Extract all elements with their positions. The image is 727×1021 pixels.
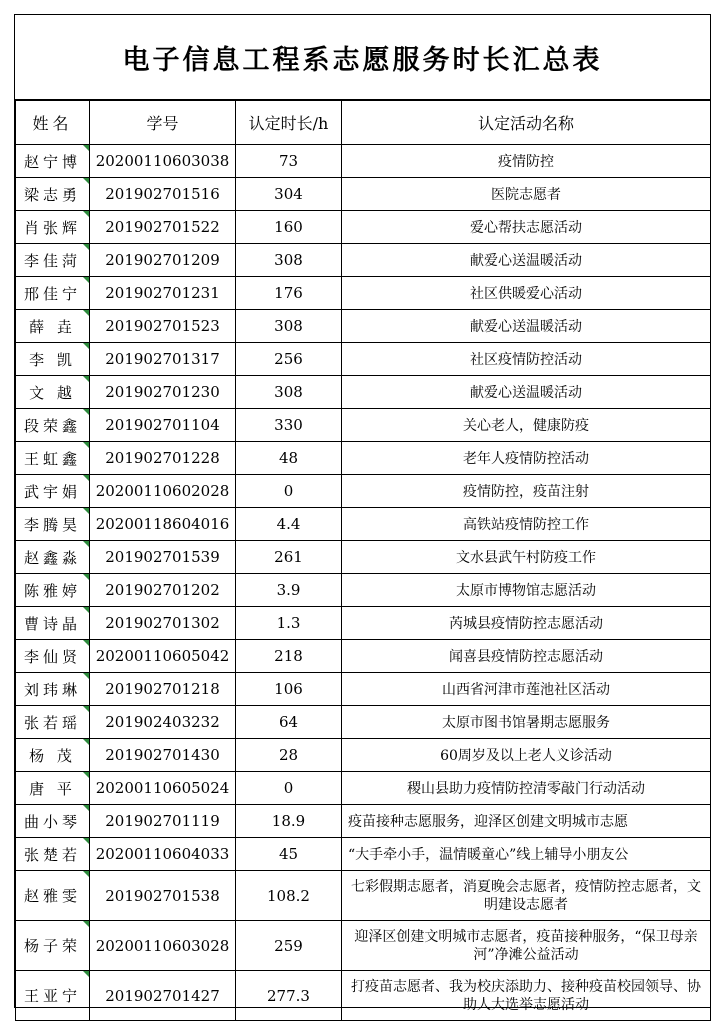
table-row: [16, 475, 711, 508]
table-row: [16, 921, 711, 971]
table-row: [16, 871, 711, 921]
table-row: [16, 310, 711, 343]
cell-student-id: 201902701230: [90, 376, 236, 409]
cell-activity: 七彩假期志愿者，消夏晚会志愿者，疫情防控志愿者，文明建设志愿者: [342, 871, 711, 921]
cell-student-id: 20200110604033: [90, 838, 236, 871]
cell-hours: 308: [236, 376, 342, 409]
cell-student-id: 201902701231: [90, 277, 236, 310]
table-row: [16, 607, 711, 640]
cell-student-id: 20200110602028: [90, 475, 236, 508]
table-row: [16, 376, 711, 409]
cell-name: 王虹鑫: [16, 442, 90, 475]
cell-student-id: 201902701209: [90, 244, 236, 277]
cell-student-id: 201902701430: [90, 739, 236, 772]
cell-student-id: 201902701522: [90, 211, 236, 244]
cell-hours: 73: [236, 145, 342, 178]
cell-hours: 45: [236, 838, 342, 871]
table-row: [16, 805, 711, 838]
table-header-row: [16, 101, 711, 145]
table-row: [16, 673, 711, 706]
cell-activity: 社区供暖爱心活动: [342, 277, 711, 310]
header-student-id: 学号: [90, 101, 236, 145]
table-row: [16, 838, 711, 871]
cell-hours: 304: [236, 178, 342, 211]
cell-name: 陈雅婷: [16, 574, 90, 607]
cell-hours: 218: [236, 640, 342, 673]
table-row: [16, 145, 711, 178]
table-row: [16, 211, 711, 244]
cell-activity: 医院志愿者: [342, 178, 711, 211]
cell-activity: 60周岁及以上老人义诊活动: [342, 739, 711, 772]
cell-hours: 259: [236, 921, 342, 971]
cell-name: 肖张辉: [16, 211, 90, 244]
cell-student-id: 201902701516: [90, 178, 236, 211]
cell-hours: 0: [236, 772, 342, 805]
cell-name: 赵宁博: [16, 145, 90, 178]
cell-hours: 330: [236, 409, 342, 442]
cell-hours: 1.3: [236, 607, 342, 640]
cell-name: 李佳菏: [16, 244, 90, 277]
cell-activity: 山西省河津市莲池社区活动: [342, 673, 711, 706]
cell-student-id: 20200110605042: [90, 640, 236, 673]
cell-student-id: 201902701218: [90, 673, 236, 706]
cell-name: 赵鑫淼: [16, 541, 90, 574]
cell-student-id: 201902701302: [90, 607, 236, 640]
cell-student-id: 20200110603028: [90, 921, 236, 971]
cell-activity: 芮城县疫情防控志愿活动: [342, 607, 711, 640]
table-row: [16, 508, 711, 541]
cell-name: 刘玮琳: [16, 673, 90, 706]
cell-hours: 0: [236, 475, 342, 508]
cell-activity: 闻喜县疫情防控志愿活动: [342, 640, 711, 673]
table-row: [16, 640, 711, 673]
cell-name: 武宇娟: [16, 475, 90, 508]
table-row: [16, 178, 711, 211]
table-row: [16, 739, 711, 772]
cell-name: 杨子荣: [16, 921, 90, 971]
cell-hours: 3.9: [236, 574, 342, 607]
cell-name: 张楚若: [16, 838, 90, 871]
cell-activity: 社区疫情防控活动: [342, 343, 711, 376]
cell-student-id: 201902701523: [90, 310, 236, 343]
table-row: [16, 706, 711, 739]
cell-activity: “大手牵小手，温情暖童心”线上辅导小朋友公: [342, 838, 711, 871]
cell-hours: 308: [236, 244, 342, 277]
cell-activity: 打疫苗志愿者、我为校庆添助力、接种疫苗校园领导、协助人大选举志愿活动: [342, 971, 711, 1021]
cell-student-id: 20200110605024: [90, 772, 236, 805]
cell-activity: 关心老人，健康防疫: [342, 409, 711, 442]
table-row: [16, 541, 711, 574]
cell-student-id: 201902701228: [90, 442, 236, 475]
cell-student-id: 201902701538: [90, 871, 236, 921]
cell-hours: 176: [236, 277, 342, 310]
cell-name: 李仙贤: [16, 640, 90, 673]
cell-student-id: 201902701119: [90, 805, 236, 838]
cell-name: 王亚宁: [16, 971, 90, 1021]
cell-name: 薛 垚: [16, 310, 90, 343]
cell-name: 邢佳宁: [16, 277, 90, 310]
cell-hours: 256: [236, 343, 342, 376]
cell-name: 曹诗晶: [16, 607, 90, 640]
cell-name: 文 越: [16, 376, 90, 409]
cell-name: 杨 茂: [16, 739, 90, 772]
header-name: 姓名: [16, 101, 90, 145]
cell-activity: 献爱心送温暖活动: [342, 310, 711, 343]
cell-activity: 献爱心送温暖活动: [342, 244, 711, 277]
table-row: [16, 574, 711, 607]
table-row: [16, 343, 711, 376]
table-row: [16, 409, 711, 442]
cell-activity: 高铁站疫情防控工作: [342, 508, 711, 541]
header-activity: 认定活动名称: [342, 101, 711, 145]
cell-name: 张若瑶: [16, 706, 90, 739]
cell-hours: 308: [236, 310, 342, 343]
header-hours: 认定时长/h: [236, 101, 342, 145]
cell-activity: 太原市博物馆志愿活动: [342, 574, 711, 607]
cell-student-id: 201902701202: [90, 574, 236, 607]
cell-activity: 献爱心送温暖活动: [342, 376, 711, 409]
cell-activity: 疫情防控: [342, 145, 711, 178]
cell-hours: 277.3: [236, 971, 342, 1021]
cell-hours: 108.2: [236, 871, 342, 921]
table-row: [16, 277, 711, 310]
cell-activity: 疫苗接种志愿服务，迎泽区创建文明城市志愿: [342, 805, 711, 838]
cell-student-id: 201902701427: [90, 971, 236, 1021]
table-row: [16, 244, 711, 277]
cell-activity: 爱心帮扶志愿活动: [342, 211, 711, 244]
cell-activity: 疫情防控，疫苗注射: [342, 475, 711, 508]
cell-name: 唐 平: [16, 772, 90, 805]
cell-name: 曲小琴: [16, 805, 90, 838]
cell-hours: 106: [236, 673, 342, 706]
cell-student-id: 201902701317: [90, 343, 236, 376]
cell-name: 李 凯: [16, 343, 90, 376]
cell-hours: 48: [236, 442, 342, 475]
cell-hours: 261: [236, 541, 342, 574]
cell-hours: 28: [236, 739, 342, 772]
cell-hours: 160: [236, 211, 342, 244]
cell-hours: 18.9: [236, 805, 342, 838]
cell-student-id: 201902701539: [90, 541, 236, 574]
page-title: 电子信息工程系志愿服务时长汇总表: [15, 15, 710, 100]
table-row: [16, 442, 711, 475]
cell-activity: 迎泽区创建文明城市志愿者，疫苗接种服务，“保卫母亲河”净滩公益活动: [342, 921, 711, 971]
cell-student-id: 20200118604016: [90, 508, 236, 541]
summary-sheet: [14, 14, 711, 1013]
cell-activity: 太原市图书馆暑期志愿服务: [342, 706, 711, 739]
cell-name: 梁志勇: [16, 178, 90, 211]
cell-student-id: 201902701104: [90, 409, 236, 442]
cell-hours: 64: [236, 706, 342, 739]
cell-name: 李腾昊: [16, 508, 90, 541]
cell-student-id: 20200110603038: [90, 145, 236, 178]
cell-student-id: 201902403232: [90, 706, 236, 739]
table-row: [16, 772, 711, 805]
volunteer-hours-table: [15, 100, 711, 1021]
cell-name: 段荣鑫: [16, 409, 90, 442]
cell-activity: 文水县武午村防疫工作: [342, 541, 711, 574]
table-row: [16, 971, 711, 1021]
cell-activity: 老年人疫情防控活动: [342, 442, 711, 475]
cell-activity: 稷山县助力疫情防控清零敲门行动活动: [342, 772, 711, 805]
cell-hours: 4.4: [236, 508, 342, 541]
cell-name: 赵雅雯: [16, 871, 90, 921]
